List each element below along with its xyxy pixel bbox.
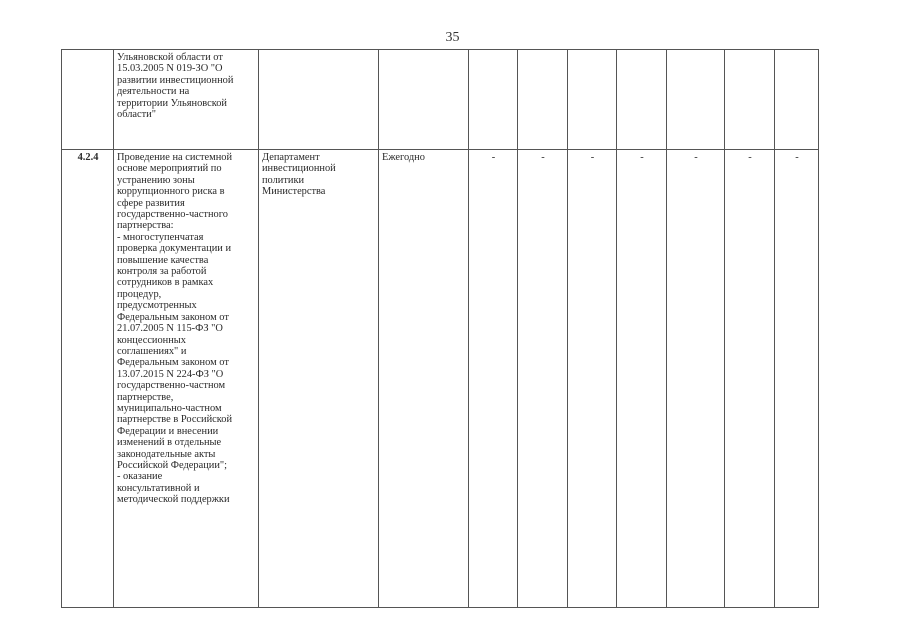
description-text xyxy=(117,52,256,120)
text-line: Министерства xyxy=(262,186,326,198)
text-line: Ульяновской области от xyxy=(117,52,223,63)
text-line: методической поддержки xyxy=(117,494,230,506)
text-line: изменений в отдельные xyxy=(117,437,222,449)
text-line: партнерстве, xyxy=(117,391,174,403)
item-number: 4.2.4 xyxy=(62,150,114,608)
text-line: 15.03.2005 N 019-ЗО "О xyxy=(117,63,223,75)
cell-value xyxy=(725,50,775,150)
text-line: государственно-частного xyxy=(117,209,228,221)
text-line: развитии инвестиционной xyxy=(117,74,234,86)
cell-value: - xyxy=(667,150,725,608)
text-line: Департамент xyxy=(262,152,320,163)
text-line: 21.07.2005 N 115-ФЗ "О xyxy=(117,323,223,335)
text-line: сотрудников в рамках xyxy=(117,277,214,289)
cell-value: - xyxy=(568,150,617,608)
text-line: контроля за работой xyxy=(117,266,207,278)
text-line: - оказание xyxy=(117,471,163,483)
text-line: 13.07.2015 N 224-ФЗ "О xyxy=(117,368,224,380)
cell-executor xyxy=(259,150,379,608)
text-line: основе мероприятий по xyxy=(117,163,222,175)
cell-executor xyxy=(259,50,379,150)
cell-period: Ежегодно xyxy=(379,150,469,608)
description-text xyxy=(117,152,256,506)
cell-value: - xyxy=(518,150,568,608)
text-line: Проведение на системной xyxy=(117,152,233,163)
cell-value: - xyxy=(775,150,819,608)
measures-table xyxy=(61,49,819,608)
text-line: соглашениях" и xyxy=(117,345,187,357)
text-line: инвестиционной xyxy=(262,163,336,175)
cell-description xyxy=(114,50,259,150)
cell-value xyxy=(667,50,725,150)
text-line: проверка документации и xyxy=(117,243,232,255)
cell-value: - xyxy=(725,150,775,608)
table-row-item xyxy=(62,150,819,608)
cell-value: - xyxy=(469,150,518,608)
text-line: консультативной и xyxy=(117,482,200,494)
text-line: коррупционного риска в xyxy=(117,186,225,198)
executor-text xyxy=(262,152,376,198)
text-line: области" xyxy=(117,109,156,121)
text-line: Федеральным законом от xyxy=(117,311,229,323)
cell-number xyxy=(62,50,114,150)
cell-description xyxy=(114,150,259,608)
text-line: Федеральным законом от xyxy=(117,357,229,369)
text-line: Российской Федерации"; xyxy=(117,459,228,471)
text-line: партнерстве в Российской xyxy=(117,414,233,426)
text-line: государственно-частном xyxy=(117,380,226,392)
text-line: законодательные акты xyxy=(117,448,216,460)
cell-value xyxy=(775,50,819,150)
table-row-continuation xyxy=(62,50,819,150)
cell-value xyxy=(617,50,667,150)
cell-period xyxy=(379,50,469,150)
cell-value xyxy=(568,50,617,150)
text-line: концессионных xyxy=(117,334,186,346)
text-line: политики xyxy=(262,174,305,186)
cell-value xyxy=(469,50,518,150)
text-line: деятельности на xyxy=(117,86,190,98)
text-line: повышение качества xyxy=(117,254,209,266)
cell-value xyxy=(518,50,568,150)
text-line: партнерства: xyxy=(117,220,174,232)
text-line: предусмотренных xyxy=(117,300,197,312)
cell-value: - xyxy=(617,150,667,608)
text-line: территории Ульяновской xyxy=(117,97,227,109)
text-line: - многоступенчатая xyxy=(117,231,204,243)
text-line: сфере развития xyxy=(117,197,185,209)
text-line: муниципально-частном xyxy=(117,402,222,414)
text-line: процедур, xyxy=(117,288,162,300)
page-number: 35 xyxy=(445,30,460,45)
text-line: Федерации и внесении xyxy=(117,425,219,437)
text-line: устранению зоны xyxy=(117,174,195,186)
